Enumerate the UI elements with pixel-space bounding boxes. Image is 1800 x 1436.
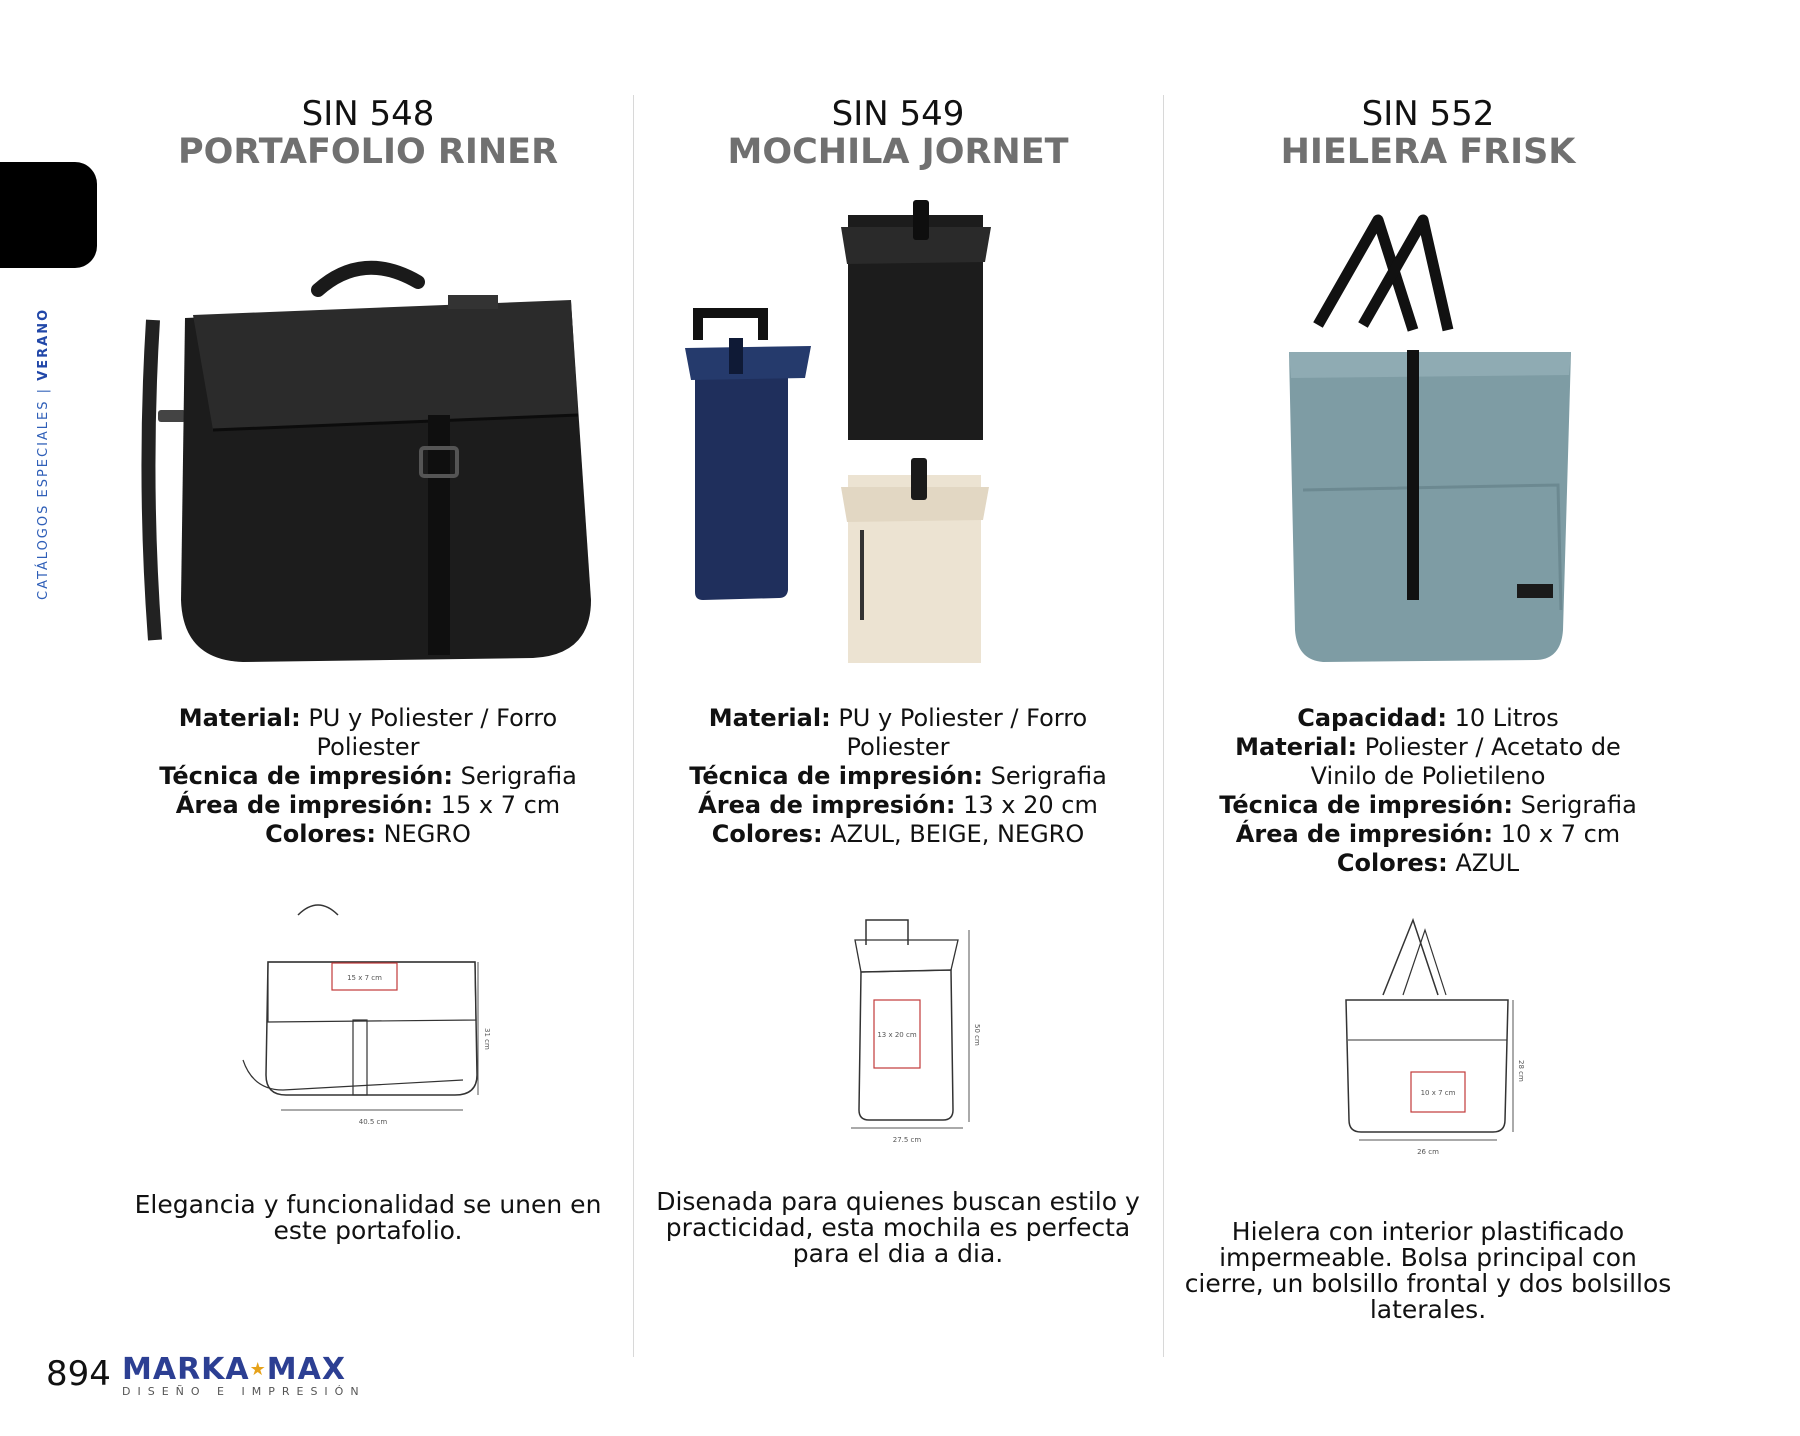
- product-code: SIN 552: [1361, 94, 1495, 134]
- spec-row-material: Material: PU y Poliester / Forro Poliester: [708, 704, 1088, 761]
- drawing-height-label: 50 cm: [973, 1024, 981, 1046]
- spec-row-technique: Técnica de impresión: Serigrafia: [159, 762, 577, 790]
- product-code: SIN 548: [301, 94, 435, 134]
- product-description: Hielera con interior plastificado impermeable. Bolsa principal con cierre, un bolsillo frontal y dos bolsillos laterales.: [1184, 1217, 1672, 1324]
- section-tab-marker: [0, 162, 97, 268]
- technical-drawing-briefcase: [103, 900, 633, 1180]
- page-number: 894: [46, 1354, 111, 1394]
- product-description: Disenada para quienes buscan estilo y practicidad, esta mochila es perfecta para el dia a dia.: [656, 1187, 1140, 1268]
- spec-row-colors: Colores: AZUL: [1336, 849, 1520, 877]
- product-code: SIN 549: [831, 94, 965, 134]
- product-photo-briefcase: [103, 200, 633, 690]
- drawing-print-area-label: 15 x 7 cm: [347, 974, 382, 982]
- logo-text-left: MARKA: [122, 1352, 250, 1387]
- technical-drawing-backpack: [633, 900, 1163, 1180]
- sidebar-section-name: VERANO: [36, 307, 51, 381]
- product-name: PORTAFOLIO RINER: [177, 132, 559, 172]
- product-name: MOCHILA JORNET: [727, 132, 1069, 172]
- spec-row-colors: Colores: AZUL, BEIGE, NEGRO: [711, 820, 1085, 848]
- spec-row-material: Material: PU y Poliester / Forro Poliester: [178, 704, 558, 761]
- product-card-sin-549: [633, 0, 1163, 1436]
- product-specs: [1163, 704, 1693, 878]
- sidebar-separator: |: [36, 386, 51, 394]
- brand-logo: [122, 1352, 366, 1398]
- drawing-height-label: 28 cm: [1517, 1060, 1525, 1082]
- sidebar-catalog-label: CATÁLOGOS ESPECIALES: [36, 399, 51, 600]
- drawing-width-label: 40.5 cm: [358, 1118, 388, 1126]
- spec-row-capacity: Capacidad: 10 Litros: [1297, 704, 1559, 732]
- product-description: Elegancia y funcionalidad se unen en este portafolio.: [134, 1190, 602, 1245]
- product-name: HIELERA FRISK: [1280, 132, 1576, 172]
- drawing-width-label: 26 cm: [1417, 1148, 1439, 1156]
- drawing-print-area-label: 13 x 20 cm: [877, 1031, 917, 1039]
- logo-star-icon: ★: [249, 1359, 267, 1380]
- product-specs: [633, 704, 1163, 849]
- drawing-width-label: 27.5 cm: [892, 1136, 922, 1144]
- logo-text-right: MAX: [266, 1352, 346, 1387]
- logo-tagline: DISEÑO E IMPRESIÓN: [122, 1385, 366, 1398]
- drawing-height-label: 31 cm: [483, 1028, 491, 1050]
- product-card-sin-548: [103, 0, 633, 1436]
- spec-row-print-area: Área de impresión: 15 x 7 cm: [175, 791, 561, 819]
- spec-row-material: Material: Poliester / Acetato de Vinilo de Polietileno: [1235, 733, 1621, 790]
- spec-row-colors: Colores: NEGRO: [265, 820, 471, 848]
- product-photo-cooler-bag: [1163, 200, 1693, 690]
- technical-drawing-cooler-bag: [1163, 900, 1693, 1180]
- product-card-sin-552: [1163, 0, 1693, 1436]
- sidebar-section-label: [36, 308, 51, 600]
- spec-row-technique: Técnica de impresión: Serigrafia: [689, 762, 1107, 790]
- drawing-print-area-label: 10 x 7 cm: [1420, 1089, 1456, 1097]
- product-photo-backpacks: [633, 200, 1163, 690]
- spec-row-print-area: Área de impresión: 13 x 20 cm: [698, 791, 1098, 819]
- product-specs: [103, 704, 633, 849]
- spec-row-print-area: Área de impresión: 10 x 7 cm: [1235, 820, 1621, 848]
- spec-row-technique: Técnica de impresión: Serigrafia: [1219, 791, 1637, 819]
